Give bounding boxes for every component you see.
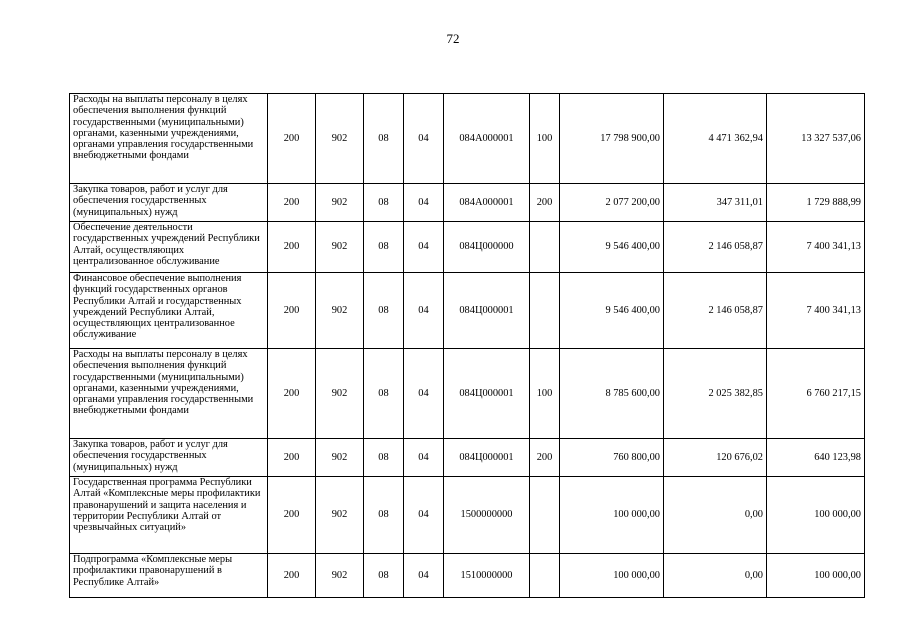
expense-type-cell: 100 xyxy=(530,94,560,184)
row-name: Расходы на выплаты персоналу в целях обеспечения выполнения функций государственными (муниципальными) органами, казенными учреждениями, органами управления государственными внебюджетными фондами xyxy=(70,349,268,439)
expense-type-cell xyxy=(530,273,560,349)
line-code-cell: 200 xyxy=(268,273,316,349)
admin-code-cell: 902 xyxy=(316,554,364,598)
target-code-cell: 1510000000 xyxy=(444,554,530,598)
row-name: Обеспечение деятельности государственных учреждений Республики Алтай, осуществляющих централизованное обслуживание xyxy=(70,222,268,273)
unexecuted-amount-cell: 13 327 537,06 xyxy=(767,94,865,184)
target-code-cell: 084А000001 xyxy=(444,94,530,184)
unexecuted-amount-cell: 7 400 341,13 xyxy=(767,222,865,273)
row-name: Расходы на выплаты персоналу в целях обеспечения выполнения функций государственными (муниципальными) органами, казенными учреждениями, органами управления государственными внебюджетными фондами xyxy=(70,94,268,184)
line-code-cell: 200 xyxy=(268,349,316,439)
target-code-cell: 084Ц000001 xyxy=(444,439,530,477)
admin-code-cell: 902 xyxy=(316,349,364,439)
budget-execution-table xyxy=(69,93,865,598)
subsection-code-cell: 04 xyxy=(404,184,444,222)
table-row xyxy=(70,554,865,598)
section-code-cell: 08 xyxy=(364,94,404,184)
subsection-code-cell: 04 xyxy=(404,222,444,273)
table-row xyxy=(70,439,865,477)
target-code-cell: 084Ц000001 xyxy=(444,273,530,349)
row-name: Государственная программа Республики Алтай «Комплексные меры профилактики правонарушений и защита населения и территории Республики Алтай от чрезвычайных ситуаций» xyxy=(70,477,268,554)
section-code-cell: 08 xyxy=(364,273,404,349)
unexecuted-amount-cell: 100 000,00 xyxy=(767,477,865,554)
row-name: Закупка товаров, работ и услуг для обеспечения государственных (муниципальных) нужд xyxy=(70,439,268,477)
section-code-cell: 08 xyxy=(364,349,404,439)
expense-type-cell xyxy=(530,222,560,273)
section-code-cell: 08 xyxy=(364,222,404,273)
subsection-code-cell: 04 xyxy=(404,554,444,598)
table-row xyxy=(70,477,865,554)
unexecuted-amount-cell: 1 729 888,99 xyxy=(767,184,865,222)
approved-amount-cell: 9 546 400,00 xyxy=(560,222,664,273)
unexecuted-amount-cell: 640 123,98 xyxy=(767,439,865,477)
section-code-cell: 08 xyxy=(364,439,404,477)
table-row xyxy=(70,184,865,222)
table-row xyxy=(70,349,865,439)
admin-code-cell: 902 xyxy=(316,439,364,477)
line-code-cell: 200 xyxy=(268,477,316,554)
row-name: Финансовое обеспечение выполнения функций государственных органов Республики Алтай и государственных учреждений Республики Алтай, осуществляющих централизованное обслуживание xyxy=(70,273,268,349)
section-code-cell: 08 xyxy=(364,184,404,222)
unexecuted-amount-cell: 6 760 217,15 xyxy=(767,349,865,439)
target-code-cell: 084Ц000001 xyxy=(444,349,530,439)
table-row xyxy=(70,94,865,184)
approved-amount-cell: 17 798 900,00 xyxy=(560,94,664,184)
table-row xyxy=(70,222,865,273)
subsection-code-cell: 04 xyxy=(404,94,444,184)
expense-type-cell: 200 xyxy=(530,439,560,477)
subsection-code-cell: 04 xyxy=(404,273,444,349)
subsection-code-cell: 04 xyxy=(404,477,444,554)
expense-type-cell: 100 xyxy=(530,349,560,439)
executed-amount-cell: 2 146 058,87 xyxy=(664,273,767,349)
section-code-cell: 08 xyxy=(364,477,404,554)
approved-amount-cell: 760 800,00 xyxy=(560,439,664,477)
executed-amount-cell: 0,00 xyxy=(664,554,767,598)
row-name: Закупка товаров, работ и услуг для обеспечения государственных (муниципальных) нужд xyxy=(70,184,268,222)
target-code-cell: 084А000001 xyxy=(444,184,530,222)
approved-amount-cell: 100 000,00 xyxy=(560,554,664,598)
expense-type-cell xyxy=(530,477,560,554)
admin-code-cell: 902 xyxy=(316,477,364,554)
executed-amount-cell: 347 311,01 xyxy=(664,184,767,222)
line-code-cell: 200 xyxy=(268,184,316,222)
approved-amount-cell: 8 785 600,00 xyxy=(560,349,664,439)
line-code-cell: 200 xyxy=(268,439,316,477)
line-code-cell: 200 xyxy=(268,222,316,273)
executed-amount-cell: 2 146 058,87 xyxy=(664,222,767,273)
table-row xyxy=(70,273,865,349)
approved-amount-cell: 100 000,00 xyxy=(560,477,664,554)
approved-amount-cell: 2 077 200,00 xyxy=(560,184,664,222)
admin-code-cell: 902 xyxy=(316,184,364,222)
admin-code-cell: 902 xyxy=(316,94,364,184)
unexecuted-amount-cell: 100 000,00 xyxy=(767,554,865,598)
executed-amount-cell: 2 025 382,85 xyxy=(664,349,767,439)
expense-type-cell xyxy=(530,554,560,598)
admin-code-cell: 902 xyxy=(316,273,364,349)
executed-amount-cell: 120 676,02 xyxy=(664,439,767,477)
section-code-cell: 08 xyxy=(364,554,404,598)
target-code-cell: 1500000000 xyxy=(444,477,530,554)
subsection-code-cell: 04 xyxy=(404,439,444,477)
row-name: Подпрограмма «Комплексные меры профилактики правонарушений в Республике Алтай» xyxy=(70,554,268,598)
admin-code-cell: 902 xyxy=(316,222,364,273)
page-number: 72 xyxy=(446,31,460,46)
line-code-cell: 200 xyxy=(268,554,316,598)
subsection-code-cell: 04 xyxy=(404,349,444,439)
unexecuted-amount-cell: 7 400 341,13 xyxy=(767,273,865,349)
line-code-cell: 200 xyxy=(268,94,316,184)
executed-amount-cell: 0,00 xyxy=(664,477,767,554)
expense-type-cell: 200 xyxy=(530,184,560,222)
executed-amount-cell: 4 471 362,94 xyxy=(664,94,767,184)
target-code-cell: 084Ц000000 xyxy=(444,222,530,273)
approved-amount-cell: 9 546 400,00 xyxy=(560,273,664,349)
